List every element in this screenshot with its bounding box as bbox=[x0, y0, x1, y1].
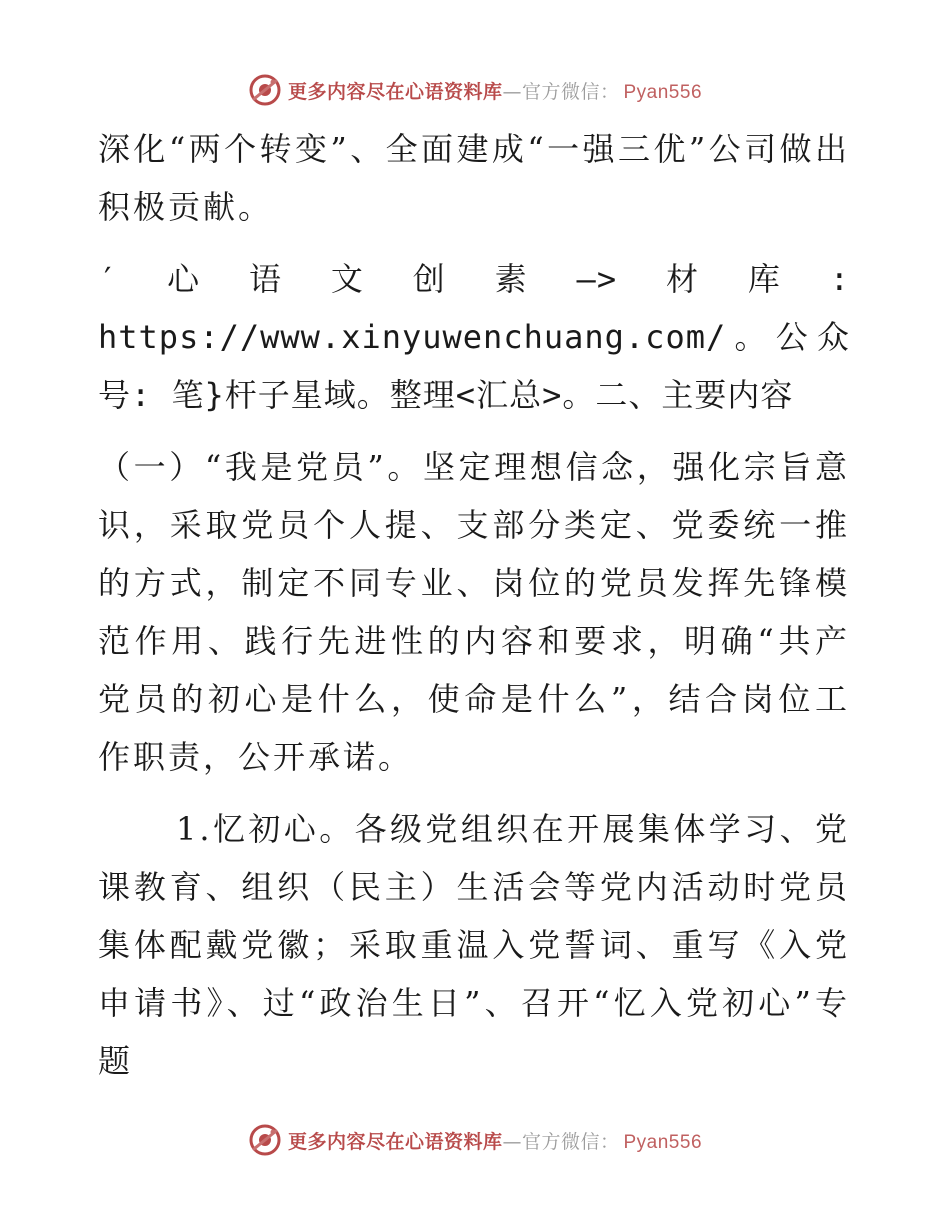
header-watermark bbox=[0, 70, 950, 110]
body-paragraph: 深化“两个转变”、全面建成“一强三优”公司做出积极贡献。 bbox=[98, 130, 850, 226]
watermark-wechat-label: 官方微信： bbox=[521, 80, 620, 103]
watermark-text bbox=[288, 1127, 702, 1154]
watermark-separator: — bbox=[502, 1130, 522, 1153]
watermark-wechat-id: Pyan556 bbox=[623, 1131, 703, 1153]
watermark-brand: 更多内容尽在心语资料库 bbox=[287, 1130, 503, 1153]
watermark-brand: 更多内容尽在心语资料库 bbox=[287, 80, 503, 103]
section-paragraph: （一）“我是党员”。坚定理想信念，强化宗旨意识，采取党员个人提、支部分类定、党委统一推的方式，制定不同专业、岗位的党员发挥先锋模范作用、践行先进性的内容和要求，明确“共产党员的初心是什么，使命是什么”，结合岗位工作职责，公开承诺。 bbox=[98, 448, 850, 776]
brand-logo-icon bbox=[248, 1123, 282, 1157]
watermark-wechat-id: Pyan556 bbox=[623, 81, 703, 103]
footer-watermark bbox=[0, 1120, 950, 1160]
watermark-wechat-label: 官方微信： bbox=[521, 1130, 620, 1153]
document-body bbox=[98, 120, 850, 1090]
watermark-separator: — bbox=[502, 80, 522, 103]
watermark-text bbox=[288, 77, 702, 104]
source-notice-paragraph: ′心语文创素—>材库: https://www.xinyuwenchuang.com/。公众号: 笔}杆子星域。整理<汇总>。二、主要内容 bbox=[98, 260, 850, 414]
numbered-paragraph: 1.忆初心。各级党组织在开展集体学习、党课教育、组织（民主）生活会等党内活动时党员集体配戴党徽；采取重温入党誓词、重写《入党申请书》、过“政治生日”、召开“忆入党初心”专题 bbox=[98, 810, 850, 1080]
brand-logo-icon bbox=[248, 73, 282, 107]
